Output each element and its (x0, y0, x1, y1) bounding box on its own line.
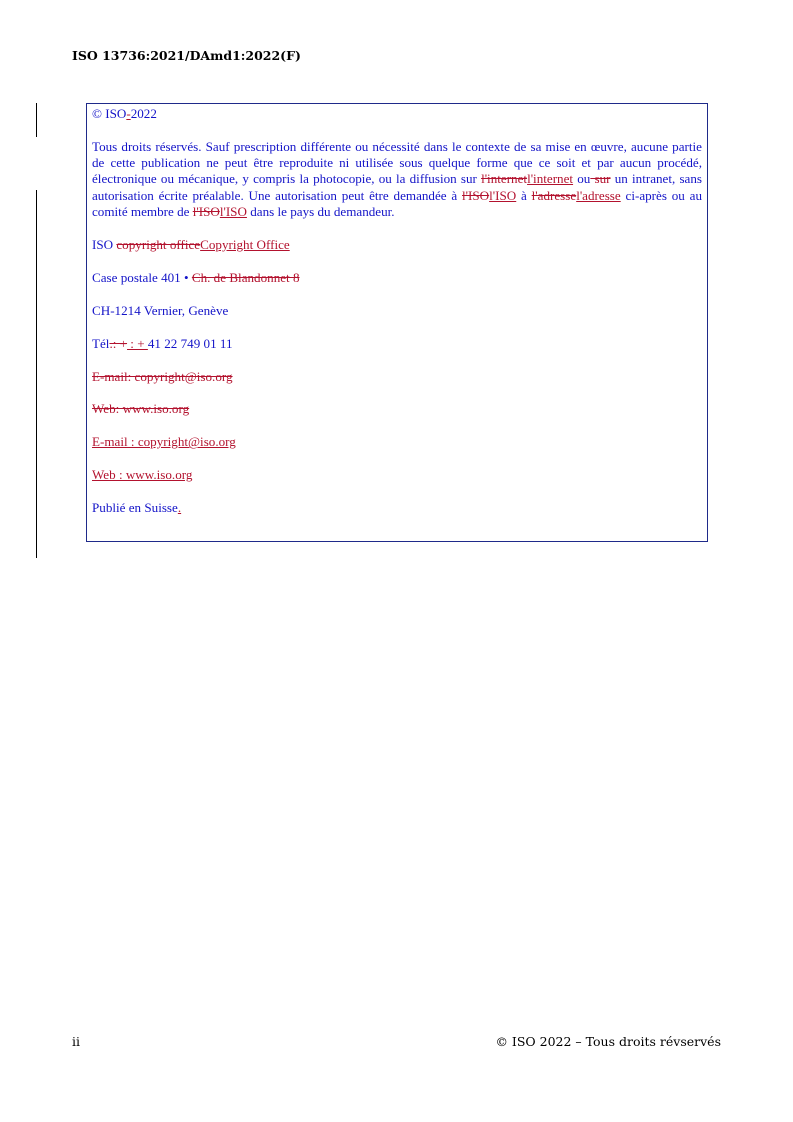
copyright-box (86, 103, 708, 542)
deleted-text: sur (590, 171, 611, 187)
inserted-text: Copyright Office (200, 236, 290, 252)
email-line-deleted: E-mail: copyright@iso.org (92, 368, 233, 384)
inserted-text: l'adresse (576, 187, 621, 203)
page-number: ii (72, 1034, 80, 1049)
deleted-text: Ch. de Blandonnet 8 (191, 269, 300, 285)
deleted-text: l'internet (481, 171, 528, 187)
published-line: Publié en Suisse. (92, 500, 182, 516)
inserted-text: l'ISO (219, 204, 247, 220)
deleted-text: l'ISO (462, 187, 490, 203)
inserted-text: l'ISO (489, 187, 517, 203)
email-line-inserted: E-mail : copyright@iso.org (92, 434, 236, 450)
change-bar (36, 190, 37, 558)
web-line-deleted: Web: www.iso.org (92, 401, 190, 417)
copyright-line: © ISO-2022 (92, 106, 157, 121)
inserted-text: - (126, 106, 131, 121)
inserted-text: l'internet (527, 171, 574, 187)
web-line-inserted: Web : www.iso.org (92, 467, 193, 483)
tel-line: Tél.: + : + 41 22 749 01 11 (92, 335, 233, 351)
footer-copyright: © ISO 2022 – Tous droits révservés (495, 1034, 721, 1049)
deleted-text: l'adresse (531, 187, 577, 203)
change-bar (36, 103, 37, 137)
deleted-text: l'ISO (192, 204, 220, 220)
iso-office-line: ISO copyright officeCopyright Office (92, 236, 290, 252)
inserted-text: : + (127, 335, 148, 351)
document-id: ISO 13736:2021/DAmd1:2022(F) (72, 48, 301, 63)
city-line: CH-1214 Vernier, Genève (92, 302, 229, 318)
postal-line: Case postale 401 • Ch. de Blandonnet 8 (92, 269, 300, 285)
deleted-text: copyright office (116, 236, 201, 252)
inserted-text: . (177, 500, 182, 516)
deleted-text: .: + (109, 335, 128, 351)
rights-paragraph: Tous droits réservés. Sauf prescription différente ou nécessité dans le contexte de sa mise en œuvre, aucune partie de cette publication ne peut être reproduite ni utilisée sous quelque forme que ce soit et par aucun procédé, électronique ou mécanique, y compris la photocopie, ou la diffusion sur l'internetl'internet ou sur un intranet, sans autorisation écrite préalable. Une autorisation peut être demandée à l'ISOl'ISO à l'adressel'adresse ci-après ou au comité membre de l'ISOl'ISO dans le pays du demandeur. (92, 138, 703, 220)
